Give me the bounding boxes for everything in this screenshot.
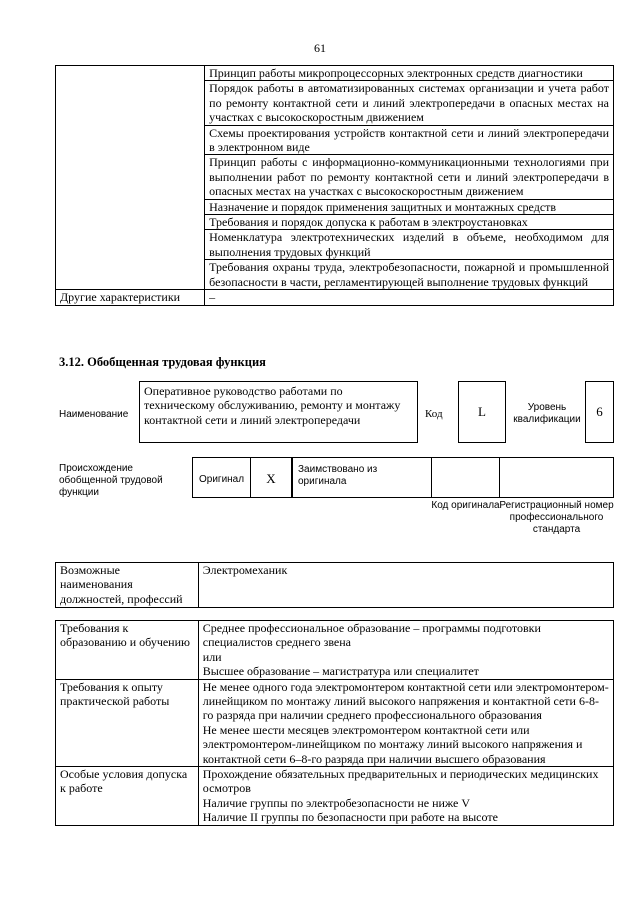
table-row: Схемы проектирования устройств контактной сети и линий электропередачи в электронном виде (205, 125, 614, 155)
name-label: Наименование (59, 409, 129, 420)
original-mark: X (250, 457, 292, 498)
experience-line: Не менее одного года электромонтером контактной сети или электромонтером-линейщиком по монтажу линий высокого напряжения и контактной сети 6-8-го разряда при наличии среднего профессионального образования (202, 679, 609, 723)
experience-line: Не менее шести месяцев электромонтером контактной сети или электромонтером-линейщиком по монтажу линий высокого напряжения и контактной сети 6–8-го разряда при наличии высшего образования (202, 722, 583, 766)
positions-label: Возможные наименования должностей, профессий (56, 563, 199, 608)
code-original-box (431, 457, 500, 498)
table-row: Назначение и порядок применения защитных и монтажных средств (205, 199, 614, 214)
table-row: Требования охраны труда, электробезопасности, пожарной и промышленной безопасности в части, регламентирующей выполнение трудовых функций (205, 260, 614, 290)
reg-number-box (499, 457, 614, 498)
name-value: Оперативное руководство работами по техническому обслуживанию, ремонту и монтажу контактной сети и линий электропередачи (139, 381, 418, 443)
education-line: Среднее профессиональное образование – программы подготовки специалистов среднего звена (202, 621, 541, 650)
table-row: Номенклатура электротехнических изделий в объеме, необходимом для выполнения трудовых функций (205, 230, 614, 260)
requirements-table (55, 620, 614, 826)
code-label: Код (425, 408, 443, 420)
origin-label: Происхождение обобщенной трудовой функции (59, 463, 163, 498)
special-conditions-label: Особые условия допуска к работе (56, 767, 199, 826)
knowledge-table (55, 65, 614, 306)
code-value: L (458, 381, 506, 443)
reg-number-caption: Регистрационный номер профессионального стандарта (499, 500, 614, 535)
education-line: Высшее образование – магистратура или специалитет (202, 664, 479, 679)
original-label: Оригинал (192, 457, 251, 498)
other-characteristics-value: – (205, 290, 614, 305)
experience-value (198, 679, 613, 766)
experience-label: Требования к опыту практической работы (56, 679, 199, 766)
special-conditions-line: Наличие группы по электробезопасности не ниже V (202, 795, 471, 810)
education-value (198, 621, 613, 680)
table-row: Порядок работы в автоматизированных системах организации и учета работ по ремонту контактной сети и линий электропередачи в опасных местах на участках с высокоскоростным движением (205, 81, 614, 125)
special-conditions-value (198, 767, 613, 826)
code-original-caption: Код оригинала (431, 500, 500, 511)
table-row: Принцип работы с информационно-коммуникационными технологиями при выполнении работ по ремонту контактной сети и линий электропередачи в опасных местах на участках с высокоскоростным движением (205, 155, 614, 199)
table-left-cell-empty (56, 66, 205, 290)
education-line: или (202, 649, 222, 664)
positions-table (55, 562, 614, 608)
education-label: Требования к образованию и обучению (56, 621, 199, 680)
page-number: 61 (314, 41, 326, 55)
special-conditions-line: Прохождение обязательных предварительных и периодических медицинских осмотров (202, 767, 599, 796)
table-row: Требования и порядок допуска к работам в электроустановках (205, 215, 614, 230)
special-conditions-line: Наличие II группы по безопасности при работе на высоте (202, 810, 498, 825)
other-characteristics-label: Другие характеристики (56, 290, 205, 305)
level-value: 6 (585, 381, 614, 443)
positions-value: Электромеханик (198, 563, 613, 608)
section-title: 3.12. Обобщенная трудовая функция (59, 355, 266, 369)
level-label: Уровень квалификации (513, 402, 581, 425)
borrowed-label: Заимствовано из оригинала (292, 457, 432, 498)
table-row: Принцип работы микропроцессорных электронных средств диагностики (205, 66, 614, 81)
